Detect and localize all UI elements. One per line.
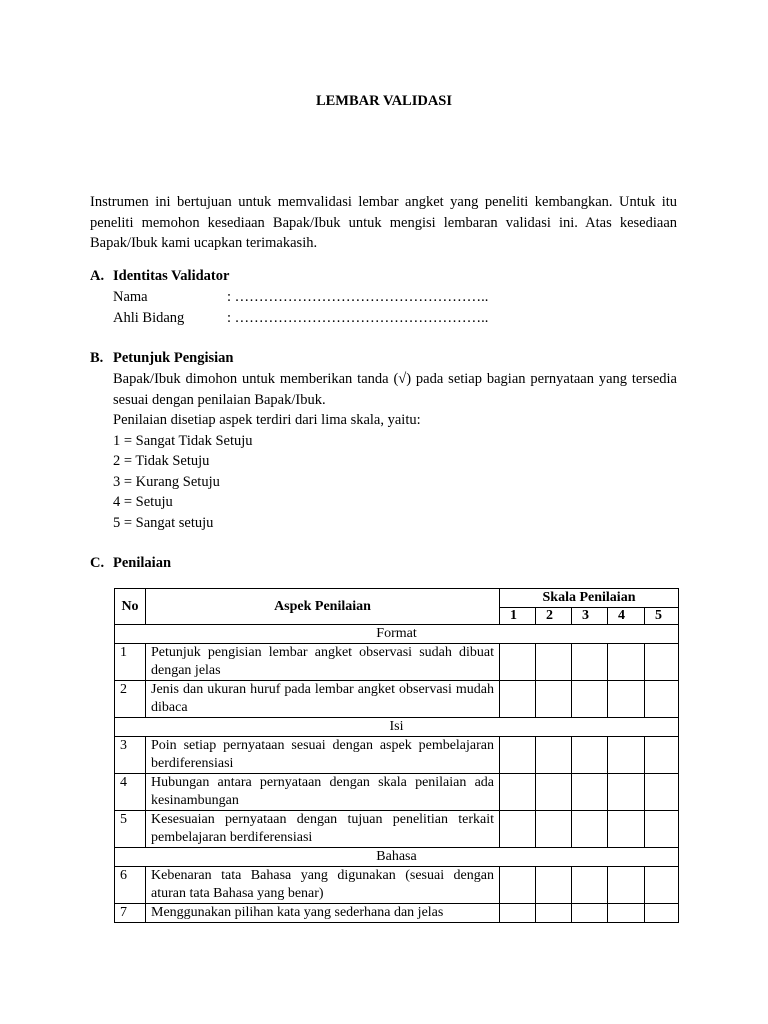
scale-col-header: 1 — [500, 608, 536, 625]
table-row — [115, 774, 679, 811]
scale-item: 1 = Sangat Tidak Setuju — [113, 432, 253, 449]
rating-cell-4[interactable] — [608, 867, 645, 904]
item-aspect: Kesesuaian pernyataan dengan tujuan penelitian terkait pembelajaran berdiferensiasi — [146, 811, 500, 848]
assessment-table — [114, 588, 679, 923]
rating-cell-3[interactable] — [572, 737, 608, 774]
rating-cell-2[interactable] — [536, 774, 572, 811]
table-row — [115, 644, 679, 681]
field-ahli-bidang-label: Ahli Bidang — [113, 310, 185, 326]
field-nama-label: Nama — [113, 289, 148, 305]
section-b-title: Petunjuk Pengisian — [113, 350, 234, 366]
item-aspect: Hubungan antara pernyataan dengan skala penilaian ada kesinambungan — [146, 774, 500, 811]
rating-cell-3[interactable] — [572, 811, 608, 848]
scale-intro: Penilaian disetiap aspek terdiri dari lima skala, yaitu: — [113, 412, 421, 428]
item-aspect: Poin setiap pernyataan sesuai dengan aspek pembelajaran berdiferensiasi — [146, 737, 500, 774]
rating-cell-3[interactable] — [572, 681, 608, 718]
section-c-heading — [90, 555, 171, 572]
rating-cell-1[interactable] — [500, 867, 536, 904]
scale-item: 2 = Tidak Setuju — [113, 453, 210, 469]
page-title: LEMBAR VALIDASI — [315, 93, 453, 109]
item-number: 5 — [115, 811, 146, 848]
col-header-scale: Skala Penilaian — [500, 589, 679, 608]
table-row — [115, 681, 679, 718]
col-header-no: No — [115, 589, 146, 625]
table-row — [115, 867, 679, 904]
rating-cell-2[interactable] — [536, 867, 572, 904]
rating-cell-3[interactable] — [572, 904, 608, 923]
scale-item: 3 = Kurang Setuju — [113, 473, 220, 490]
rating-cell-1[interactable] — [500, 644, 536, 681]
rating-cell-2[interactable] — [536, 681, 572, 718]
rating-cell-3[interactable] — [572, 644, 608, 681]
instruction-text: Bapak/Ibuk dimohon untuk memberikan tanda (√) pada setiap bagian pernyataan yang tersedia sesuai dengan penilaian Bapak/Ibuk. — [113, 371, 677, 408]
category-row-format: Format — [115, 625, 679, 644]
item-number: 6 — [115, 867, 146, 904]
item-aspect: Kebenaran tata Bahasa yang digunakan (sesuai dengan aturan tata Bahasa yang benar) — [146, 867, 500, 904]
rating-cell-1[interactable] — [500, 681, 536, 718]
item-number: 2 — [115, 681, 146, 718]
category-row-isi: Isi — [115, 718, 679, 737]
rating-cell-3[interactable] — [572, 774, 608, 811]
item-aspect: Petunjuk pengisian lembar angket observasi sudah dibuat dengan jelas — [146, 644, 500, 681]
scale-item: 5 = Sangat setuju — [113, 514, 214, 531]
section-c-title: Penilaian — [113, 555, 172, 571]
section-b-letter: B. — [90, 350, 104, 366]
rating-cell-5[interactable] — [645, 811, 679, 848]
item-number: 7 — [115, 904, 146, 923]
rating-cell-5[interactable] — [645, 867, 679, 904]
scale-col-header: 5 — [645, 608, 679, 625]
field-nama[interactable] — [113, 289, 488, 306]
section-a-title: Identitas Validator — [113, 268, 230, 284]
field-ahli-bidang[interactable] — [113, 310, 488, 327]
item-aspect: Jenis dan ukuran huruf pada lembar angket observasi mudah dibaca — [146, 681, 500, 718]
rating-cell-5[interactable] — [645, 774, 679, 811]
item-number: 3 — [115, 737, 146, 774]
rating-cell-2[interactable] — [536, 737, 572, 774]
rating-cell-2[interactable] — [536, 644, 572, 681]
item-aspect: Menggunakan pilihan kata yang sederhana dan jelas — [146, 904, 500, 923]
rating-cell-4[interactable] — [608, 774, 645, 811]
rating-cell-5[interactable] — [645, 904, 679, 923]
rating-cell-5[interactable] — [645, 681, 679, 718]
scale-col-header: 2 — [536, 608, 572, 625]
scale-col-header: 4 — [608, 608, 645, 625]
category-row-bahasa: Bahasa — [115, 848, 679, 867]
table-row — [115, 904, 679, 923]
table-row — [115, 737, 679, 774]
intro-paragraph: Instrumen ini bertujuan untuk memvalidasi lembar angket yang peneliti kembangkan. Untuk itu peneliti memohon kesediaan Bapak/Ibuk untuk mengisi lembaran validasi ini. Atas kesediaan Bapak/Ibuk kami ucapkan terimakasih. — [90, 194, 677, 252]
section-a-letter: A. — [90, 268, 105, 284]
item-number: 4 — [115, 774, 146, 811]
rating-cell-2[interactable] — [536, 811, 572, 848]
rating-cell-1[interactable] — [500, 904, 536, 923]
col-header-aspect: Aspek Penilaian — [146, 589, 500, 625]
scale-item: 4 = Setuju — [113, 494, 173, 510]
section-a-heading — [90, 268, 229, 285]
rating-cell-4[interactable] — [608, 904, 645, 923]
scale-col-header: 3 — [572, 608, 608, 625]
rating-cell-4[interactable] — [608, 811, 645, 848]
section-b-body — [113, 369, 677, 533]
field-ahli-bidang-value[interactable]: : …………………………………………….. — [227, 310, 489, 326]
rating-cell-5[interactable] — [645, 644, 679, 681]
rating-cell-3[interactable] — [572, 867, 608, 904]
rating-cell-4[interactable] — [608, 737, 645, 774]
rating-cell-4[interactable] — [608, 644, 645, 681]
rating-cell-2[interactable] — [536, 904, 572, 923]
rating-cell-1[interactable] — [500, 811, 536, 848]
section-b-heading — [90, 350, 233, 367]
rating-cell-5[interactable] — [645, 737, 679, 774]
table-row — [115, 811, 679, 848]
rating-cell-1[interactable] — [500, 737, 536, 774]
item-number: 1 — [115, 644, 146, 681]
rating-cell-4[interactable] — [608, 681, 645, 718]
section-c-letter: C. — [90, 555, 105, 571]
field-nama-value[interactable]: : …………………………………………….. — [227, 289, 489, 305]
rating-cell-1[interactable] — [500, 774, 536, 811]
